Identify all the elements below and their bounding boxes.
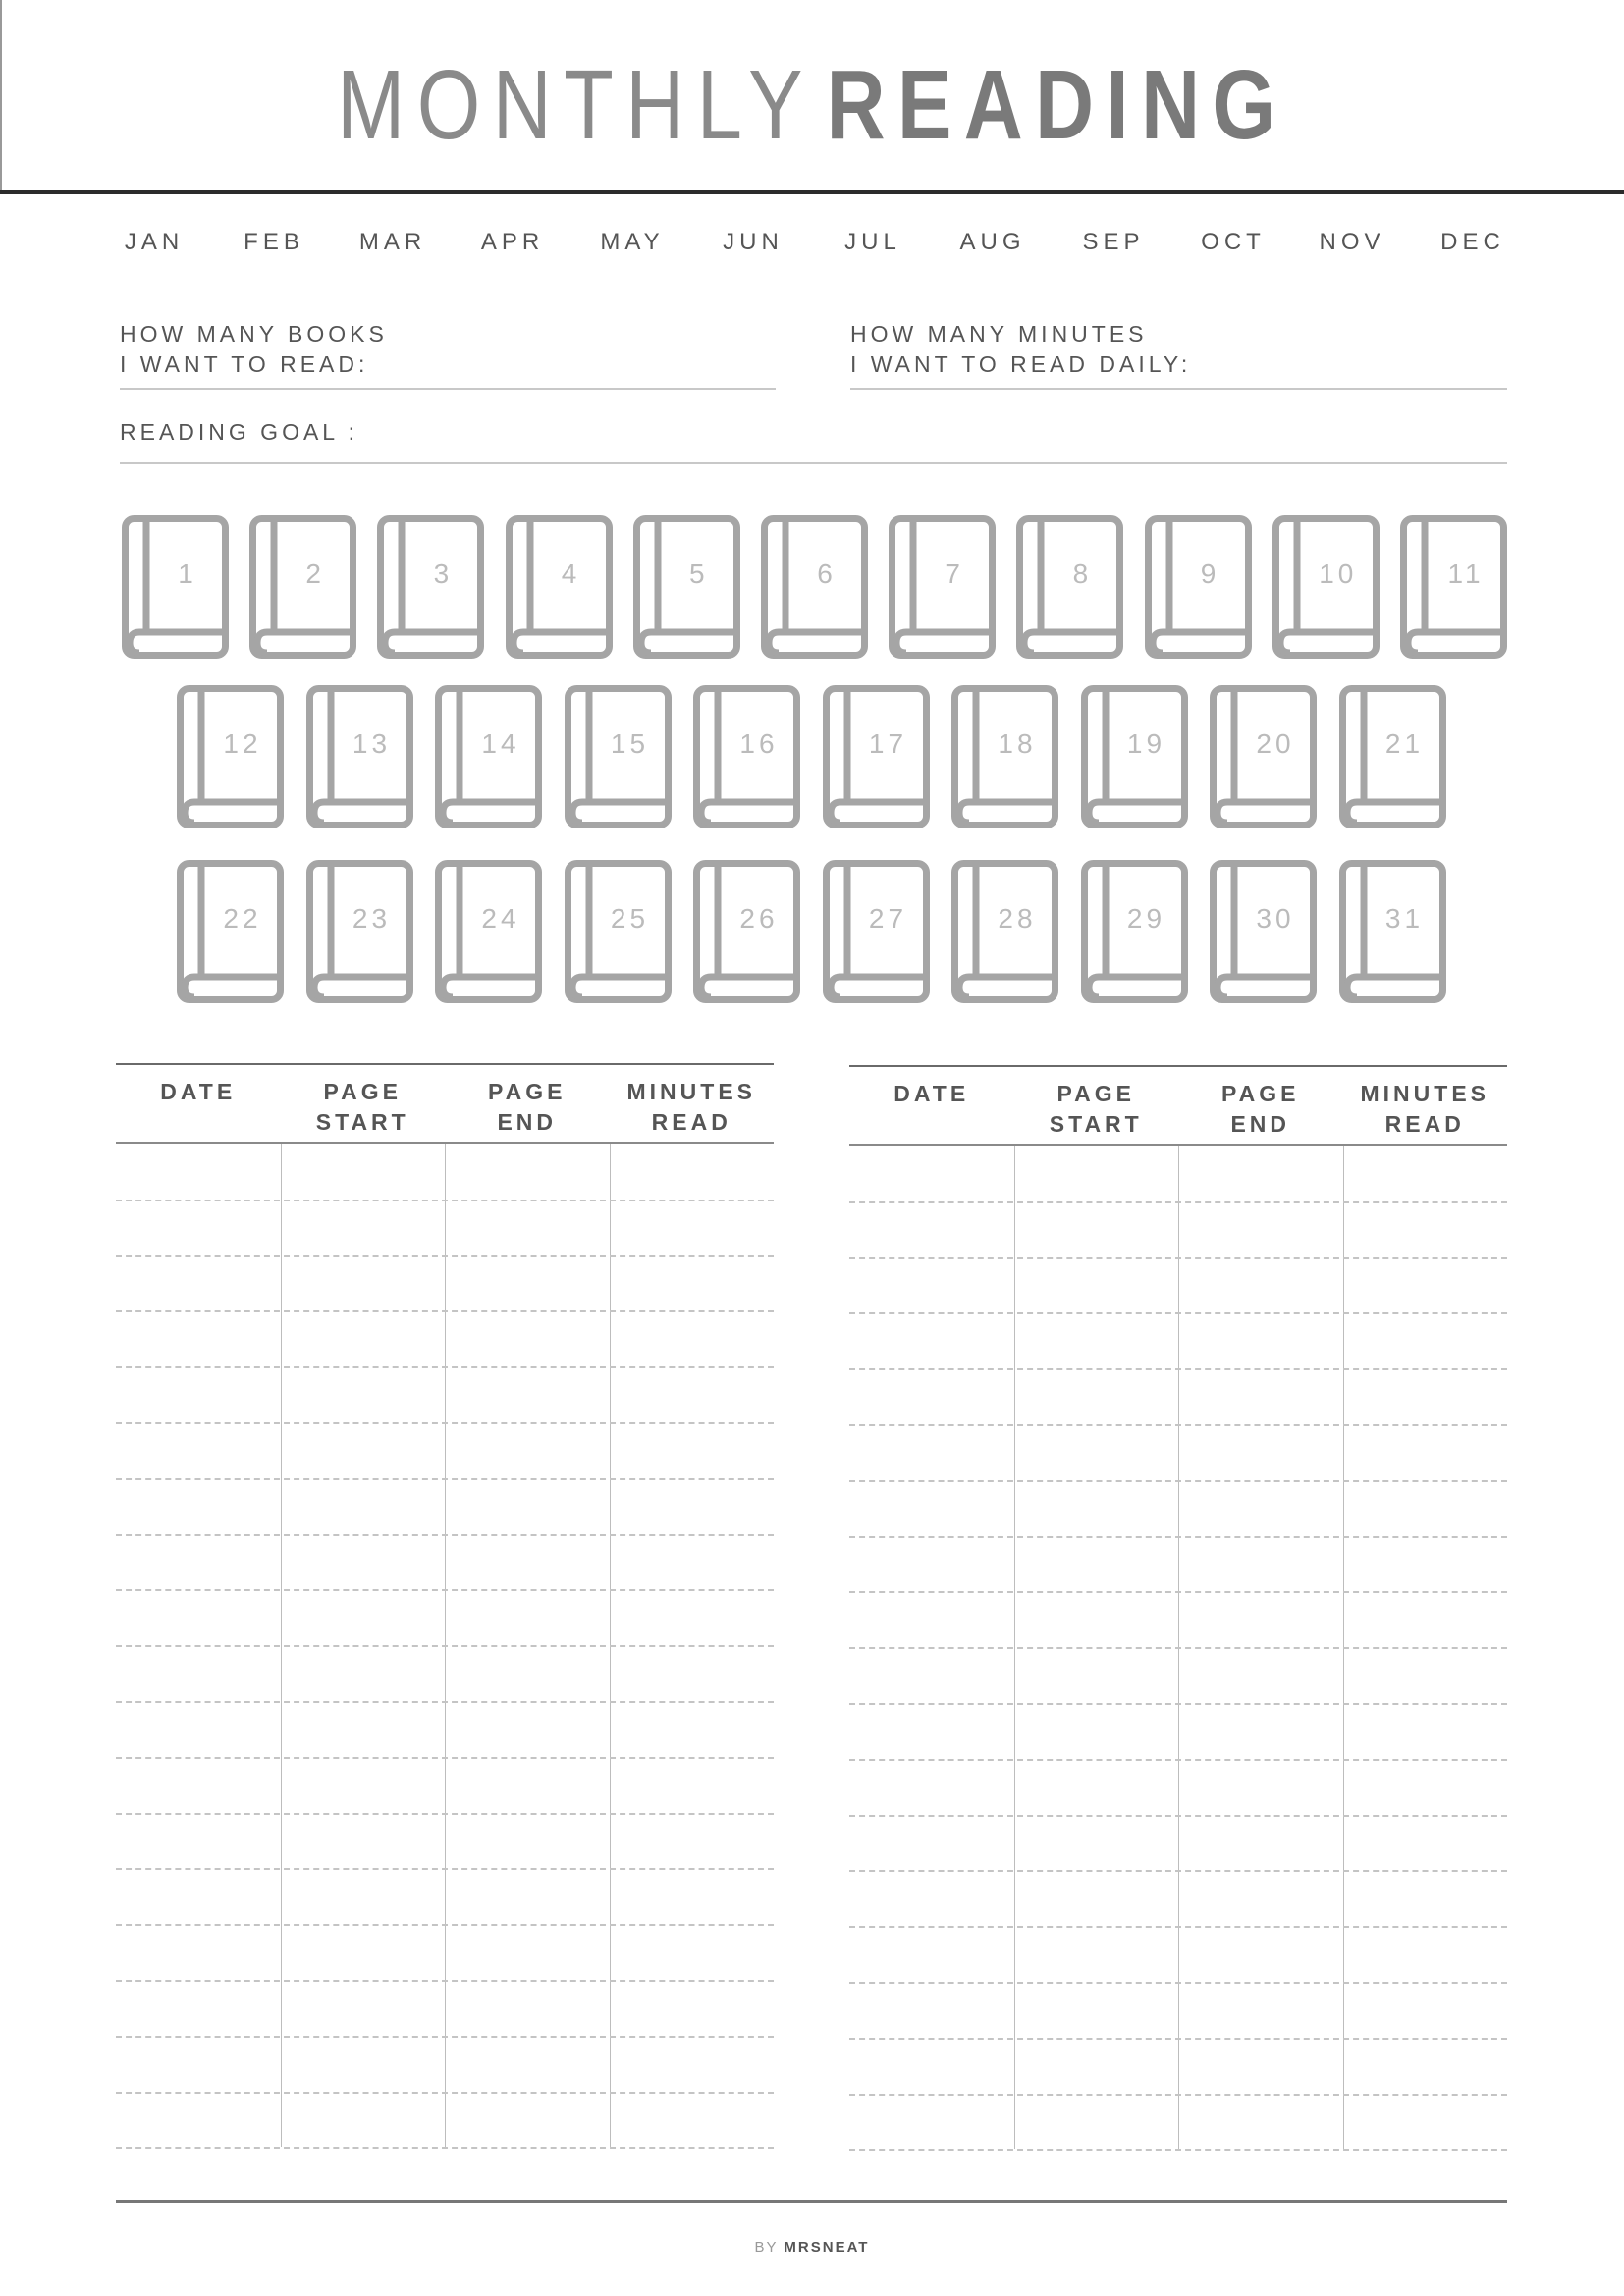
table-cell[interactable] bbox=[281, 1144, 445, 1199]
table-cell[interactable] bbox=[1014, 1926, 1178, 1981]
table-cell[interactable] bbox=[610, 1200, 774, 1255]
book-day-number: 30 bbox=[1256, 903, 1295, 934]
table-cell[interactable] bbox=[610, 1534, 774, 1589]
table-cell[interactable] bbox=[1343, 1201, 1507, 1256]
table-cell[interactable] bbox=[116, 1924, 280, 1979]
table-cell[interactable] bbox=[445, 1366, 609, 1421]
table-cell[interactable] bbox=[1343, 1982, 1507, 2037]
table-cell[interactable] bbox=[610, 1366, 774, 1421]
table-cell[interactable] bbox=[281, 2036, 445, 2091]
books-goal-label-line2: I WANT TO READ: bbox=[120, 351, 369, 377]
book-day-number: 2 bbox=[305, 559, 325, 589]
column-header-line2: END bbox=[497, 1109, 558, 1135]
table-cell[interactable] bbox=[849, 1368, 1013, 1423]
column-header-line1: MINUTES bbox=[1360, 1081, 1489, 1106]
table-cell[interactable] bbox=[116, 2036, 280, 2091]
table-cell[interactable] bbox=[849, 1480, 1013, 1535]
book-day-number: 21 bbox=[1384, 728, 1425, 759]
footer-divider bbox=[116, 2200, 1507, 2203]
table-cell[interactable] bbox=[1343, 1480, 1507, 1535]
table-cell[interactable] bbox=[1014, 1480, 1178, 1535]
table-cell[interactable] bbox=[1343, 1815, 1507, 1870]
column-header-line1: MINUTES bbox=[626, 1079, 756, 1104]
column-header bbox=[1014, 1079, 1179, 1140]
table-cell[interactable] bbox=[610, 1645, 774, 1700]
book-day-number: 28 bbox=[998, 903, 1037, 934]
table-cell[interactable] bbox=[1343, 1146, 1507, 1201]
book-day-13[interactable] bbox=[306, 685, 413, 828]
table-cell[interactable] bbox=[1178, 1870, 1342, 1925]
table-cell[interactable] bbox=[116, 1534, 280, 1589]
table-cell[interactable] bbox=[1178, 1312, 1342, 1367]
table-cell[interactable] bbox=[281, 1200, 445, 1255]
table-cell[interactable] bbox=[610, 1310, 774, 1365]
book-day-9[interactable] bbox=[1145, 515, 1252, 659]
table-cell[interactable] bbox=[281, 1868, 445, 1923]
table-cell[interactable] bbox=[281, 1924, 445, 1979]
table-cell[interactable] bbox=[610, 1144, 774, 1199]
table-cell[interactable] bbox=[849, 1591, 1013, 1646]
reading-goal-input-line[interactable] bbox=[120, 462, 1507, 464]
table-cell[interactable] bbox=[1014, 1815, 1178, 1870]
table-cell[interactable] bbox=[1343, 1368, 1507, 1423]
table-cell[interactable] bbox=[281, 1422, 445, 1477]
table-cell[interactable] bbox=[445, 1924, 609, 1979]
column-header-line2: READ bbox=[1384, 1111, 1465, 1137]
book-day-number: 26 bbox=[739, 903, 779, 934]
table-cell[interactable] bbox=[116, 1366, 280, 1421]
table-top-rule bbox=[116, 1063, 774, 1065]
table-cell[interactable] bbox=[1343, 1312, 1507, 1367]
column-header-line2: END bbox=[1230, 1111, 1291, 1137]
book-day-number: 3 bbox=[433, 559, 454, 589]
book-day-18[interactable] bbox=[951, 685, 1058, 828]
book-day-number: 1 bbox=[178, 559, 197, 589]
month-feb[interactable]: FEB bbox=[244, 229, 304, 255]
book-day-29[interactable] bbox=[1081, 860, 1188, 1003]
table-cell[interactable] bbox=[281, 1813, 445, 1868]
table-cell[interactable] bbox=[445, 1645, 609, 1700]
table-cell[interactable] bbox=[1178, 1368, 1342, 1423]
table-cell[interactable] bbox=[849, 1146, 1013, 1201]
book-day-number: 17 bbox=[868, 728, 908, 759]
table-cell[interactable] bbox=[116, 1255, 280, 1310]
book-day-number: 22 bbox=[223, 903, 262, 934]
table-cell[interactable] bbox=[1178, 1146, 1342, 1201]
book-day-3[interactable] bbox=[377, 515, 484, 659]
book-day-number: 5 bbox=[689, 559, 709, 589]
table-cell[interactable] bbox=[1343, 1647, 1507, 1702]
table-cell[interactable] bbox=[116, 1589, 280, 1644]
table-cell[interactable] bbox=[445, 2036, 609, 2091]
table-cell[interactable] bbox=[445, 1200, 609, 1255]
table-cell[interactable] bbox=[1014, 1146, 1178, 1201]
minutes-goal-label-line1: HOW MANY MINUTES bbox=[850, 321, 1148, 347]
book-day-number: 7 bbox=[945, 559, 964, 589]
table-cell[interactable] bbox=[1178, 1591, 1342, 1646]
table-cell[interactable] bbox=[445, 1813, 609, 1868]
table-cell[interactable] bbox=[1014, 1201, 1178, 1256]
month-jan[interactable]: JAN bbox=[124, 229, 185, 255]
column-header-line1: PAGE bbox=[1221, 1081, 1300, 1106]
book-day-number: 27 bbox=[868, 903, 908, 934]
table-cell[interactable] bbox=[445, 1980, 609, 2035]
book-day-31[interactable] bbox=[1339, 860, 1446, 1003]
book-day-24[interactable] bbox=[435, 860, 542, 1003]
month-dec[interactable]: DEC bbox=[1440, 229, 1505, 255]
table-cell[interactable] bbox=[1178, 1759, 1342, 1814]
table-cell[interactable] bbox=[445, 1478, 609, 1533]
table-cell[interactable] bbox=[281, 1478, 445, 1533]
book-day-11[interactable] bbox=[1400, 515, 1507, 659]
table-cell[interactable] bbox=[281, 1701, 445, 1756]
table-cell[interactable] bbox=[116, 1422, 280, 1477]
table-cell[interactable] bbox=[849, 1257, 1013, 1312]
table-cell[interactable] bbox=[849, 1703, 1013, 1758]
table-cell[interactable] bbox=[849, 1647, 1013, 1702]
table-cell[interactable] bbox=[1178, 1647, 1342, 1702]
table-cell[interactable] bbox=[1014, 1591, 1178, 1646]
table-cell[interactable] bbox=[1178, 2094, 1342, 2149]
book-day-number: 13 bbox=[352, 728, 392, 759]
table-cell[interactable] bbox=[610, 1255, 774, 1310]
book-day-number: 29 bbox=[1126, 903, 1166, 934]
table-cell[interactable] bbox=[1014, 1257, 1178, 1312]
book-day-number: 20 bbox=[1256, 728, 1295, 759]
book-day-number: 23 bbox=[352, 903, 392, 934]
book-day-25[interactable] bbox=[565, 860, 672, 1003]
table-cell[interactable] bbox=[1178, 1201, 1342, 1256]
table-cell[interactable] bbox=[281, 1645, 445, 1700]
column-header-line1: DATE bbox=[893, 1081, 970, 1106]
table-cell[interactable] bbox=[1178, 2038, 1342, 2093]
book-day-21[interactable] bbox=[1339, 685, 1446, 828]
table-cell[interactable] bbox=[1178, 1926, 1342, 1981]
minutes-goal-label bbox=[850, 319, 1191, 380]
table-cell[interactable] bbox=[1343, 1424, 1507, 1479]
footer-brand: MRSNEAT bbox=[784, 2239, 870, 2256]
book-day-number: 4 bbox=[561, 559, 581, 589]
book-day-16[interactable] bbox=[693, 685, 800, 828]
month-oct[interactable]: OCT bbox=[1201, 229, 1266, 255]
table-cell[interactable] bbox=[1178, 1480, 1342, 1535]
footer-credit bbox=[0, 2239, 1624, 2256]
book-day-23[interactable] bbox=[306, 860, 413, 1003]
book-day-17[interactable] bbox=[823, 685, 930, 828]
table-cell[interactable] bbox=[1014, 2038, 1178, 2093]
column-header-line1: PAGE bbox=[488, 1079, 567, 1104]
book-day-number: 14 bbox=[481, 728, 520, 759]
table-cell[interactable] bbox=[1343, 1759, 1507, 1814]
book-day-2[interactable] bbox=[249, 515, 356, 659]
books-goal-input-line[interactable] bbox=[120, 388, 776, 390]
row-divider bbox=[849, 2149, 1507, 2151]
book-day-22[interactable] bbox=[177, 860, 284, 1003]
table-cell[interactable] bbox=[1343, 2094, 1507, 2149]
book-day-number: 9 bbox=[1200, 559, 1220, 589]
column-header-line1: PAGE bbox=[1056, 1081, 1135, 1106]
table-cell[interactable] bbox=[1014, 1536, 1178, 1591]
table-cell[interactable] bbox=[1014, 1703, 1178, 1758]
column-header bbox=[1178, 1079, 1343, 1140]
book-day-28[interactable] bbox=[951, 860, 1058, 1003]
book-day-8[interactable] bbox=[1016, 515, 1123, 659]
table-cell[interactable] bbox=[1343, 1870, 1507, 1925]
book-day-14[interactable] bbox=[435, 685, 542, 828]
table-cell[interactable] bbox=[445, 1534, 609, 1589]
month-mar[interactable]: MAR bbox=[358, 229, 427, 255]
month-may[interactable]: MAY bbox=[600, 229, 665, 255]
table-cell[interactable] bbox=[1014, 2094, 1178, 2149]
table-cell[interactable] bbox=[281, 1534, 445, 1589]
table-cell[interactable] bbox=[116, 1645, 280, 1700]
table-cell[interactable] bbox=[849, 1815, 1013, 1870]
table-cell[interactable] bbox=[281, 1589, 445, 1644]
column-header bbox=[445, 1077, 610, 1138]
table-cell[interactable] bbox=[610, 2036, 774, 2091]
table-cell[interactable] bbox=[1178, 1257, 1342, 1312]
column-header-line1: PAGE bbox=[323, 1079, 402, 1104]
table-cell[interactable] bbox=[281, 1980, 445, 2035]
table-cell[interactable] bbox=[1343, 1703, 1507, 1758]
book-day-4[interactable] bbox=[506, 515, 613, 659]
table-cell[interactable] bbox=[281, 1366, 445, 1421]
table-top-rule bbox=[849, 1065, 1507, 1067]
table-cell[interactable] bbox=[445, 1144, 609, 1199]
table-cell[interactable] bbox=[610, 1980, 774, 2035]
table-cell[interactable] bbox=[1178, 1982, 1342, 2037]
book-day-number: 6 bbox=[817, 559, 837, 589]
table-cell[interactable] bbox=[116, 1200, 280, 1255]
book-day-15[interactable] bbox=[565, 685, 672, 828]
book-day-20[interactable] bbox=[1210, 685, 1317, 828]
table-cell[interactable] bbox=[445, 1701, 609, 1756]
month-nov[interactable]: NOV bbox=[1319, 229, 1385, 255]
table-cell[interactable] bbox=[1014, 1870, 1178, 1925]
table-cell[interactable] bbox=[1343, 1591, 1507, 1646]
table-cell[interactable] bbox=[116, 1813, 280, 1868]
book-day-27[interactable] bbox=[823, 860, 930, 1003]
table-cell[interactable] bbox=[281, 1255, 445, 1310]
row-divider bbox=[116, 2147, 774, 2149]
table-cell[interactable] bbox=[1014, 1759, 1178, 1814]
book-day-number: 10 bbox=[1319, 559, 1358, 589]
column-header-line2: START bbox=[315, 1109, 409, 1135]
table-cell[interactable] bbox=[1343, 1926, 1507, 1981]
book-day-number: 31 bbox=[1384, 903, 1425, 934]
table-cell[interactable] bbox=[849, 1870, 1013, 1925]
column-header bbox=[849, 1079, 1014, 1109]
column-header-line2: START bbox=[1049, 1111, 1143, 1137]
table-cell[interactable] bbox=[445, 1422, 609, 1477]
reading-goal-label: READING GOAL : bbox=[120, 419, 359, 445]
table-cell[interactable] bbox=[849, 1312, 1013, 1367]
table-cell[interactable] bbox=[116, 1144, 280, 1199]
table-cell[interactable] bbox=[610, 1701, 774, 1756]
book-day-number: 11 bbox=[1447, 559, 1485, 589]
minutes-goal-label-line2: I WANT TO READ DAILY: bbox=[850, 351, 1192, 377]
table-cell[interactable] bbox=[610, 1813, 774, 1868]
book-day-12[interactable] bbox=[177, 685, 284, 828]
book-day-7[interactable] bbox=[889, 515, 996, 659]
title-bold: READING bbox=[826, 50, 1288, 160]
book-day-30[interactable] bbox=[1210, 860, 1317, 1003]
column-header bbox=[610, 1077, 775, 1138]
table-cell[interactable] bbox=[445, 1255, 609, 1310]
table-cell[interactable] bbox=[1014, 1368, 1178, 1423]
table-cell[interactable] bbox=[445, 1868, 609, 1923]
month-aug[interactable]: AUG bbox=[959, 229, 1026, 255]
book-day-number: 16 bbox=[739, 728, 779, 759]
books-goal-label bbox=[120, 319, 388, 380]
table-cell[interactable] bbox=[849, 1536, 1013, 1591]
footer-by: BY bbox=[754, 2239, 779, 2256]
table-cell[interactable] bbox=[1343, 2038, 1507, 2093]
book-day-number: 24 bbox=[481, 903, 520, 934]
book-day-1[interactable] bbox=[122, 515, 229, 659]
table-cell[interactable] bbox=[849, 1759, 1013, 1814]
book-day-26[interactable] bbox=[693, 860, 800, 1003]
month-sep[interactable]: SEP bbox=[1082, 229, 1145, 255]
table-cell[interactable] bbox=[445, 1310, 609, 1365]
table-cell[interactable] bbox=[445, 2092, 609, 2147]
table-cell[interactable] bbox=[116, 1310, 280, 1365]
book-day-number: 12 bbox=[223, 728, 262, 759]
table-cell[interactable] bbox=[1343, 1536, 1507, 1591]
month-jun[interactable]: JUN bbox=[723, 229, 784, 255]
table-cell[interactable] bbox=[445, 1589, 609, 1644]
minutes-goal-input-line[interactable] bbox=[850, 388, 1507, 390]
table-cell[interactable] bbox=[116, 1980, 280, 2035]
table-cell[interactable] bbox=[610, 1924, 774, 1979]
column-header-line1: DATE bbox=[160, 1079, 237, 1104]
table-cell[interactable] bbox=[116, 1868, 280, 1923]
table-cell[interactable] bbox=[849, 2038, 1013, 2093]
table-cell[interactable] bbox=[610, 1589, 774, 1644]
table-cell[interactable] bbox=[116, 2092, 280, 2147]
book-day-number: 25 bbox=[610, 903, 650, 934]
table-cell[interactable] bbox=[1014, 1982, 1178, 2037]
table-cell[interactable] bbox=[610, 2092, 774, 2147]
table-cell[interactable] bbox=[1178, 1703, 1342, 1758]
table-cell[interactable] bbox=[849, 1201, 1013, 1256]
column-header bbox=[281, 1077, 446, 1138]
book-day-number: 8 bbox=[1072, 559, 1093, 589]
table-cell[interactable] bbox=[849, 1424, 1013, 1479]
book-day-number: 18 bbox=[998, 728, 1037, 759]
books-goal-label-line1: HOW MANY BOOKS bbox=[120, 321, 388, 347]
table-cell[interactable] bbox=[116, 1478, 280, 1533]
month-apr[interactable]: APR bbox=[480, 229, 545, 255]
book-day-6[interactable] bbox=[761, 515, 868, 659]
table-cell[interactable] bbox=[1343, 1257, 1507, 1312]
book-day-5[interactable] bbox=[633, 515, 740, 659]
table-cell[interactable] bbox=[445, 1757, 609, 1812]
column-header-line2: READ bbox=[651, 1109, 731, 1135]
table-cell[interactable] bbox=[1014, 1424, 1178, 1479]
table-cell[interactable] bbox=[1014, 1647, 1178, 1702]
table-cell[interactable] bbox=[610, 1868, 774, 1923]
table-cell[interactable] bbox=[849, 1982, 1013, 2037]
column-header bbox=[116, 1077, 281, 1107]
book-day-19[interactable] bbox=[1081, 685, 1188, 828]
table-cell[interactable] bbox=[1178, 1536, 1342, 1591]
table-cell[interactable] bbox=[610, 1478, 774, 1533]
table-cell[interactable] bbox=[281, 2092, 445, 2147]
table-cell[interactable] bbox=[281, 1757, 445, 1812]
column-header bbox=[1343, 1079, 1508, 1140]
table-cell[interactable] bbox=[281, 1310, 445, 1365]
table-cell[interactable] bbox=[1178, 1424, 1342, 1479]
book-day-number: 19 bbox=[1126, 728, 1166, 759]
page-title bbox=[0, 51, 1624, 159]
table-cell[interactable] bbox=[1178, 1815, 1342, 1870]
title-light: MONTHLY bbox=[336, 50, 815, 160]
table-cell[interactable] bbox=[610, 1422, 774, 1477]
table-cell[interactable] bbox=[849, 1926, 1013, 1981]
month-jul[interactable]: JUL bbox=[844, 229, 901, 255]
table-cell[interactable] bbox=[849, 2094, 1013, 2149]
book-day-number: 15 bbox=[610, 728, 650, 759]
table-cell[interactable] bbox=[116, 1701, 280, 1756]
header-divider bbox=[0, 190, 1624, 194]
book-day-10[interactable] bbox=[1272, 515, 1380, 659]
table-cell[interactable] bbox=[1014, 1312, 1178, 1367]
table-cell[interactable] bbox=[116, 1757, 280, 1812]
table-cell[interactable] bbox=[610, 1757, 774, 1812]
